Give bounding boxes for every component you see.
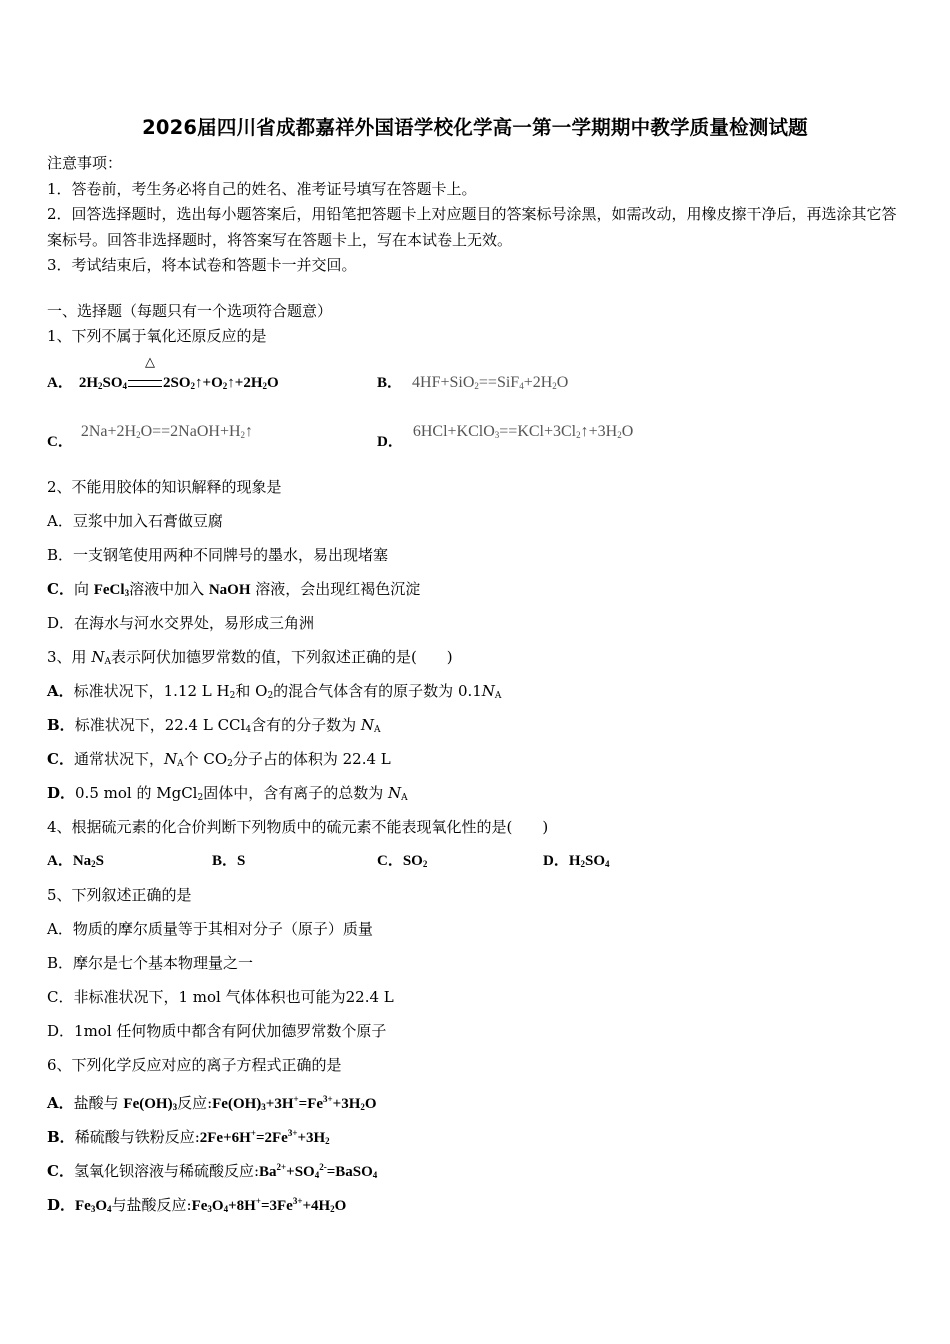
q2-option-d[interactable]: D．在海水与河水交界处，易形成三角洲 bbox=[47, 614, 315, 632]
option-label: D． bbox=[377, 434, 403, 450]
q2-option-b[interactable]: B．一支钢笔使用两种不同牌号的墨水，易出现堵塞 bbox=[47, 546, 389, 564]
q3-option-a[interactable]: A．标准状况下，1.12 L $H_2$和 $O_2$的混合气体含有的原子数为 $0.1N_A$ bbox=[47, 682, 502, 701]
q4-option-d[interactable]: D．$H_2SO_4$ bbox=[543, 853, 610, 869]
note-item: 1．答卷前，考生务必将自己的姓名、准考证号填写在答题卡上。 bbox=[47, 179, 477, 198]
q5-option-d[interactable]: D．1mol 任何物质中都含有阿伏加德罗常数个原子 bbox=[47, 1022, 387, 1040]
q3-option-d[interactable]: D．0.5 mol 的 MgCl$_2$固体中，含有离子的总数为 $N_A$ bbox=[47, 784, 408, 803]
q4-option-a[interactable]: A．$Na_2S$ bbox=[47, 853, 105, 869]
q5-option-c[interactable]: C．非标准状况下，1 mol 气体体积也可能为22.4 L bbox=[47, 988, 394, 1006]
q6-option-a[interactable]: A．盐酸与 $Fe(OH)_3$反应$:Fe(OH)_3+3H^+=Fe^{3+}+3H_2O$ bbox=[47, 1094, 377, 1112]
q3-option-b[interactable]: B．标准状况下，22.4 L CCl$_4$含有的分子数为 $N_A$ bbox=[47, 716, 381, 735]
note-item: 2．回答选择题时，选出每小题答案后，用铅笔把答题卡上对应题目的答案标号涂黑，如需改动，用橡皮擦干净后，再选涂其它答案标号。回答非选择题时，将答案写在答题卡上，写在本试卷上无效。 bbox=[47, 205, 897, 249]
q5-option-a[interactable]: A．物质的摩尔质量等于其相对分子（原子）质量 bbox=[47, 920, 373, 938]
section-heading: 一、选择题（每题只有一个选项符合题意） bbox=[47, 302, 333, 320]
option-label: C． bbox=[47, 434, 73, 450]
q1-option-a[interactable]: A． $2H_2SO_4$ △ $2SO_2↑+O_2↑+2H_2O$ bbox=[47, 355, 279, 391]
notes-heading: 注意事项： bbox=[47, 154, 123, 172]
q1-option-c[interactable]: C．$2Na+2H_2O==2NaOH+H_2↑$ bbox=[47, 423, 254, 450]
option-label: B． bbox=[377, 375, 403, 391]
question-3-stem: 3、用 $N_A$表示阿伏加德罗常数的值，下列叙述正确的是( ) bbox=[47, 648, 453, 667]
question-1-stem: 1、下列不属于氧化还原反应的是 bbox=[47, 327, 267, 345]
q6-option-d[interactable]: D．$Fe_3O_4$与盐酸反应$:Fe_3O_4+8H^+=3Fe^{3+}+4H_2O$ bbox=[47, 1196, 347, 1214]
q1-option-d[interactable]: D．$6HCl+KClO_3==KCl+3Cl_2↑+3H_2O$ bbox=[377, 423, 634, 450]
q5-option-b[interactable]: B．摩尔是七个基本物理量之一 bbox=[47, 954, 254, 972]
question-6-stem: 6、下列化学反应对应的离子方程式正确的是 bbox=[47, 1056, 342, 1074]
question-2-stem: 2、不能用胶体的知识解释的现象是 bbox=[47, 478, 282, 496]
q2-option-a[interactable]: A．豆浆中加入石膏做豆腐 bbox=[47, 512, 223, 530]
notes bbox=[47, 151, 907, 279]
option-label: A． bbox=[47, 375, 73, 391]
heat-symbol: △ bbox=[145, 355, 156, 370]
q3-option-c[interactable]: C．通常状况下，$N_A$个 $CO_2$分子占的体积为 22.4 L bbox=[47, 750, 391, 769]
q2-option-c[interactable]: C．向 FeCl$_3$溶液中加入 NaOH 溶液，会出现红褐色沉淀 bbox=[47, 580, 421, 598]
question-5-stem: 5、下列叙述正确的是 bbox=[47, 886, 192, 904]
page-title: 2026届四川省成都嘉祥外国语学校化学高一第一学期期中教学质量检测试题 bbox=[142, 116, 808, 139]
q6-option-b[interactable]: B．稀硫酸与铁粉反应$:2Fe+6H^+=2Fe^{3+}+3H_2$ bbox=[47, 1128, 330, 1146]
question-4-stem: 4、根据硫元素的化合价判断下列物质中的硫元素不能表现氧化性的是( ) bbox=[47, 818, 549, 836]
q4-option-c[interactable]: C．$SO_2$ bbox=[377, 853, 428, 869]
note-item: 3．考试结束后，将本试卷和答题卡一并交回。 bbox=[47, 256, 357, 274]
q6-option-c[interactable]: C．氢氧化钡溶液与稀硫酸反应$:Ba^{2+}+SO_4^{2-}=BaSO_4$ bbox=[47, 1162, 378, 1180]
q1-option-b[interactable]: B． $4HF+SiO_2==SiF_4+2H_2O$ bbox=[377, 374, 569, 391]
q4-option-b[interactable]: B．S bbox=[212, 853, 246, 869]
